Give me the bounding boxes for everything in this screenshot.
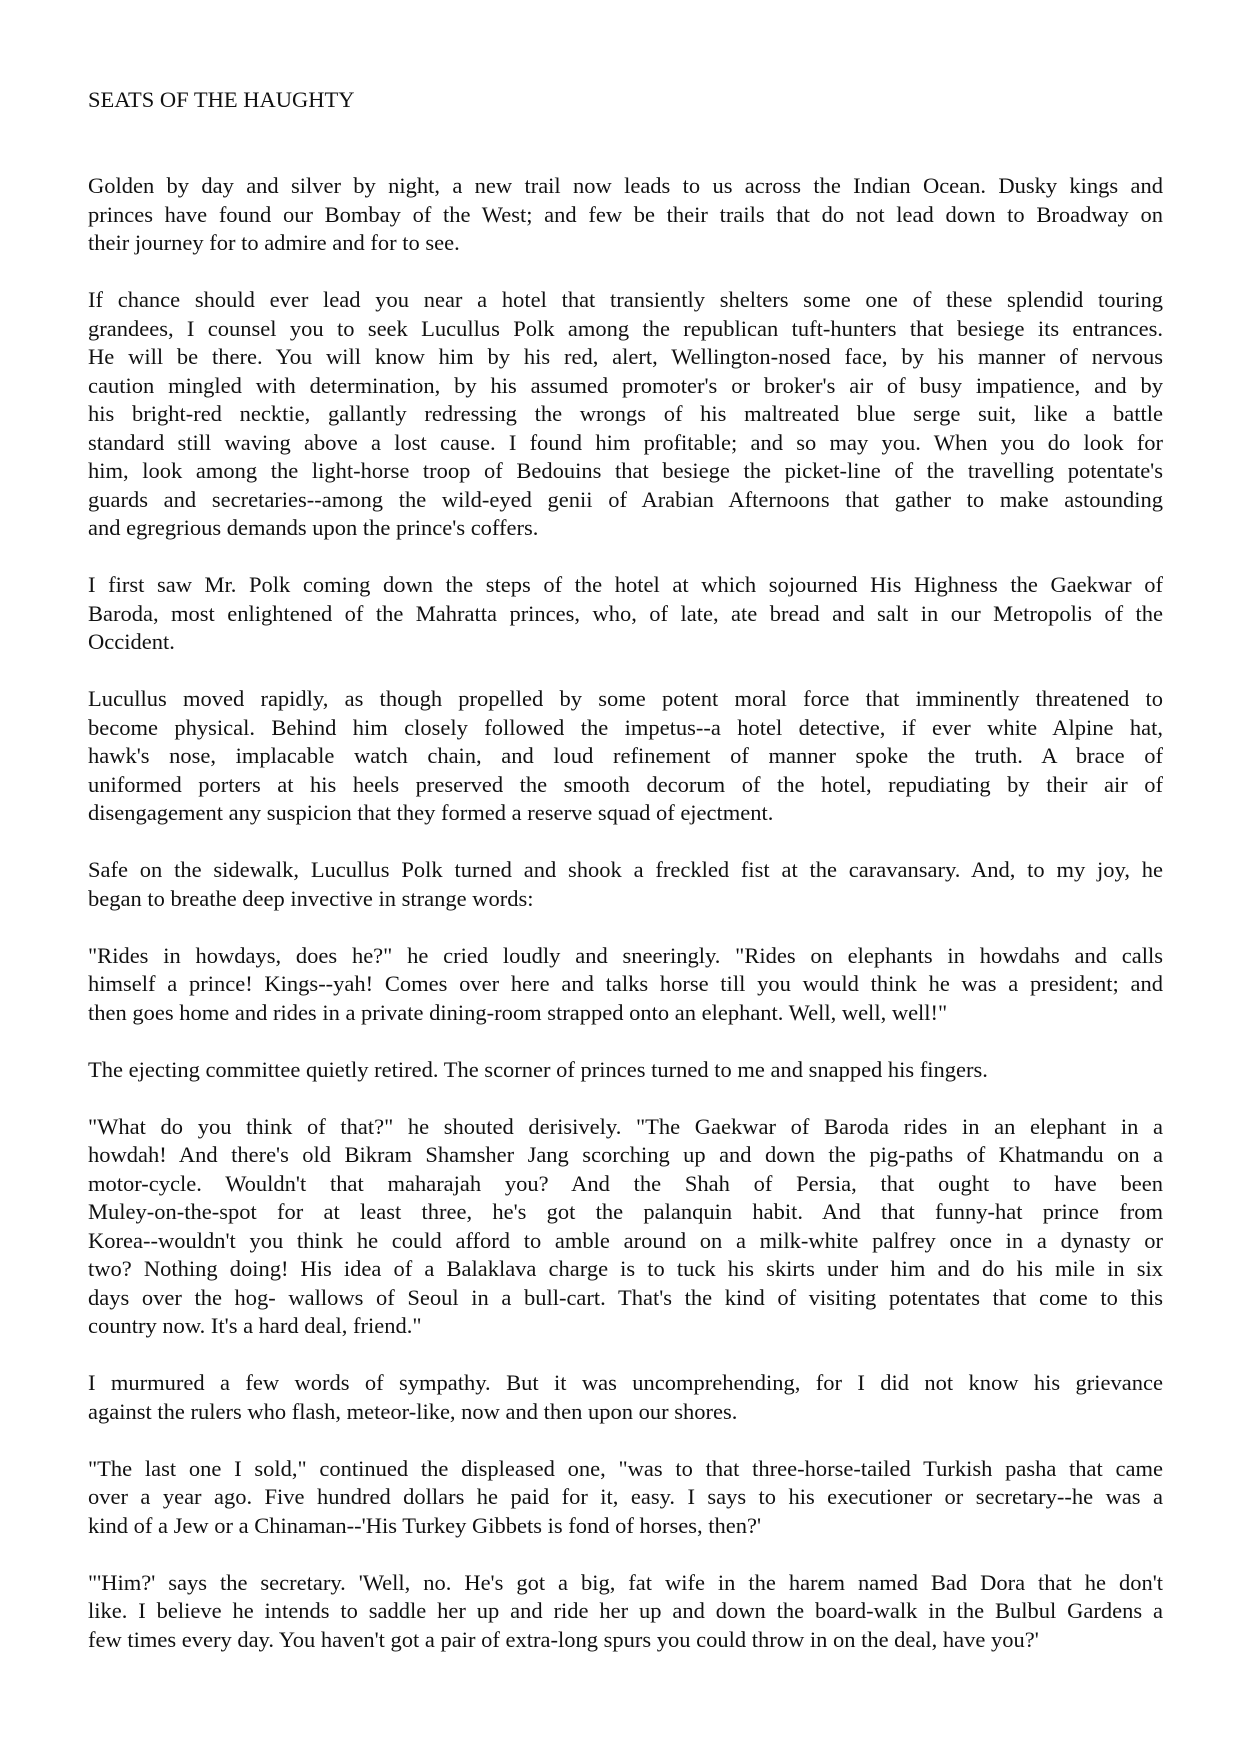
paragraph [88,286,1163,543]
text-line: If chance should ever lead you near a hotel that transiently shelters some one of these splendid touring [88,287,1163,312]
text-line: caution mingled with determination, by his assumed promoter's or broker's air of busy impatience, and by [88,372,1163,398]
text-line: Safe on the sidewalk, Lucullus Polk turned and shook a freckled fist at the caravansary. And, to my joy, he [88,857,1163,882]
text-line: days over the hog- wallows of Seoul in a bull-cart. That's the kind of visiting potentates that come to this [88,1284,1163,1310]
text-line: like. I believe he intends to saddle her up and ride her up and down the board-walk in the Bulbul Gardens a [88,1598,1163,1623]
text-line: then goes home and rides in a private dining-room strapped onto an elephant. Well, well, well!" [88,999,948,1025]
text-line: Muley-on-the-spot for at least three, he's got the palanquin habit. And that funny-hat prince from [88,1199,1163,1224]
text-line: "What do you think of that?" he shouted derisively. "The Gaekwar of Baroda rides in an elephant in a [88,1113,1163,1139]
text-line: "Rides in howdays, does he?" he cried loudly and sneeringly. "Rides on elephants in howdahs and calls [88,942,1163,968]
text-line: hawk's nose, implacable watch chain, and loud refinement of manner spoke the truth. A brace of [88,743,1163,768]
text-line: I first saw Mr. Polk coming down the steps of the hotel at which sojourned His Highness the Gaekwar of [88,572,1163,597]
text-line: grandees, I counsel you to seek Lucullus Polk among the republican tuft-hunters that besiege its entrances. [88,315,1163,341]
text-line: "'Him?' says the secretary. 'Well, no. He's got a big, fat wife in the harem named Bad Dora that he don't [88,1569,1163,1595]
text-line: howdah! And there's old Bikram Shamsher Jang scorching up and down the pig-paths of Khatmandu on a [88,1142,1163,1167]
text-line: disengagement any suspicion that they formed a reserve squad of ejectment. [88,800,774,825]
text-line: become physical. Behind him closely followed the impetus--a hotel detective, if ever white Alpine hat, [88,714,1163,740]
text-line: The ejecting committee quietly retired. The scorner of princes turned to me and snapped his fingers. [88,1056,988,1082]
text-line: Occident. [88,629,175,654]
text-line: two? Nothing doing! His idea of a Balaklava charge is to tuck his skirts under him and do his mile in six [88,1256,1163,1281]
text-line: over a year ago. Five hundred dollars he paid for it, easy. I says to his executioner or secretary--he was a [88,1484,1163,1509]
paragraph [88,571,1163,657]
text-line: princes have found our Bombay of the West; and few be their trails that do not lead down to Broadway on [88,201,1163,227]
text-line: "The last one I sold," continued the displeased one, "was to that three-horse-tailed Turkish pasha that came [88,1455,1163,1481]
text-line: few times every day. You haven't got a pair of extra-long spurs you could throw in on the deal, have you?' [88,1626,1039,1652]
text-line: I murmured a few words of sympathy. But it was uncomprehending, for I did not know his grievance [88,1370,1163,1395]
page-title: SEATS OF THE HAUGHTY [88,87,355,112]
paragraph [88,942,1163,1028]
text-line: himself a prince! Kings--yah! Comes over here and talks horse till you would think he was a president; and [88,971,1163,996]
text-line: Baroda, most enlightened of the Mahratta princes, who, of late, ate bread and salt in our Metropolis of the [88,600,1163,626]
paragraph [88,856,1163,913]
text-line: began to breathe deep invective in strange words: [88,885,534,911]
paragraph [88,1455,1163,1541]
text-line: Lucullus moved rapidly, as though propelled by some potent moral force that imminently threatened to [88,686,1163,711]
text-line: his bright-red necktie, gallantly redressing the wrongs of his maltreated blue serge suit, like a battle [88,401,1163,426]
text-line: against the rulers who flash, meteor-like, now and then upon our shores. [88,1398,738,1424]
text-line: standard still waving above a lost cause. I found him profitable; and so may you. When you do look for [88,429,1163,455]
text-line: country now. It's a hard deal, friend." [88,1313,422,1338]
text-line: kind of a Jew or a Chinaman--'His Turkey Gibbets is fond of horses, then?' [88,1512,762,1538]
paragraph [88,1369,1163,1426]
text-line: guards and secretaries--among the wild-eyed genii of Arabian Afternoons that gather to make astounding [88,486,1163,512]
document-body [88,172,1163,1683]
paragraph [88,1113,1163,1341]
paragraph [88,685,1163,828]
text-line: him, look among the light-horse troop of Bedouins that besiege the picket-line of the travelling potentate's [88,458,1163,483]
text-line: He will be there. You will know him by his red, alert, Wellington-nosed face, by his manner of nervous [88,344,1163,369]
text-line: Golden by day and silver by night, a new trail now leads to us across the Indian Ocean. Dusky kings and [88,173,1163,198]
paragraph [88,1569,1163,1655]
text-line: Korea--wouldn't you think he could afford to amble around on a milk-white palfrey once in a dynasty or [88,1227,1163,1253]
paragraph [88,1056,1163,1085]
text-line: uniformed porters at his heels preserved the smooth decorum of the hotel, repudiating by their air of [88,771,1163,797]
text-line: motor-cycle. Wouldn't that maharajah you? And the Shah of Persia, that ought to have been [88,1170,1163,1196]
text-line: and egregrious demands upon the prince's coffers. [88,515,539,540]
text-line: their journey for to admire and for to see. [88,230,460,255]
paragraph [88,172,1163,258]
